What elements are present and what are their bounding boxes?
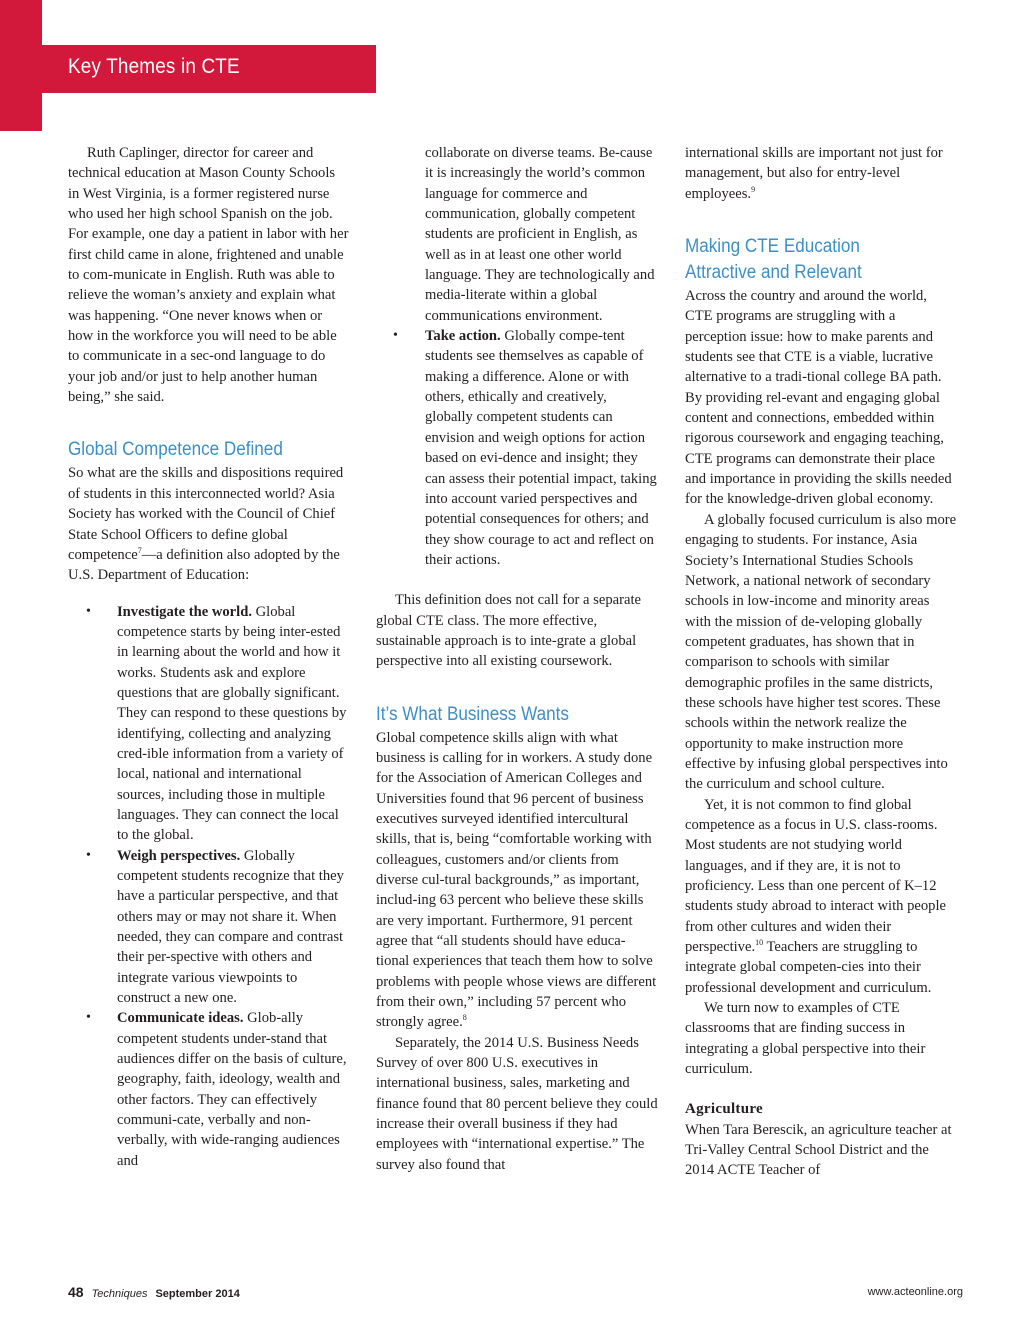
agriculture-paragraph: When Tara Berescik, an agriculture teacher at Tri-Valley Central School District and the 2014 ACTE Teacher of <box>685 1121 952 1179</box>
perception-paragraph: Across the country and around the world, CTE programs are struggling with a perception issue: how to make parents and students see that CTE is a viable, lucrative alternative to a tradi-tional college BA path. By providing rel-evant and engaging global content and connections, embedded within rigorous coursework and engaging teaching, CTE programs can demonstrate their place and importance in providing the skills needed for the knowledge-driven global economy. <box>685 288 952 508</box>
bullet-dot: • <box>393 328 398 344</box>
competence-bullet-list-continued <box>376 143 658 570</box>
column-1 <box>68 143 350 1171</box>
continued-text: international skills are important not just for management, but also for entry-level employees. <box>685 145 943 202</box>
page-footer <box>68 1284 963 1304</box>
curriculum-paragraph: A globally focused curriculum is also more engaging to students. For instance, Asia Society’s International Studies Schools Network, a national network of secondary schools in low-income and minority areas with the mission of de-veloping globally competent graduates, has shown that in comparison to schools with similar demographic profiles in the same districts, these schools have higher test scores. These schools within the network realize the opportunity to make instruction more effective by infusing global perspectives into the curriculum and school culture. <box>685 511 957 793</box>
bullet-text: Global competence starts by being inter-ested in learning about the world and how it works. Students ask and explore questions that are globally significant. They can respond to these questions by identifying, collecting and analyzing cred-ible information from a variety of local, national and international sources, including those in multiple languages. They can connect the local to the global. <box>117 603 347 844</box>
footnote-ref-8: 8 <box>462 1013 467 1023</box>
definition-text-a: So what are the skills and dispositions required of students in this interconnected world? Asia Society has worked with the Council of Chief State School Officers to define global competence <box>68 465 344 563</box>
heading-making-cte-attractive: Making CTE Education Attractive and Relevant <box>685 236 862 284</box>
bullet-lead: Investigate the world. <box>117 603 252 620</box>
examples-paragraph: We turn now to examples of CTE classrooms that are finding success in integrating a global perspective into their curriculum. <box>685 1000 926 1078</box>
header-accent-bar <box>0 0 42 131</box>
classrooms-text-a: Yet, it is not common to find global competence as a focus in U.S. class-rooms. Most students are not studying world languages, and if they are, it is not to proficiency. Less than one percent of K–12 students study abroad to interact with people from other cultures and widen their perspective. <box>685 796 947 956</box>
heading-global-competence-defined: Global Competence Defined <box>68 439 283 461</box>
competence-bullet-list <box>68 602 350 1172</box>
definition-note-paragraph: This definition does not call for a separate global CTE class. The more effective, sustainable approach is to inte-grate a global perspective into all existing coursework. <box>376 592 641 670</box>
section-title: Key Themes in CTE <box>68 55 240 78</box>
business-text: Global competence skills align with what business is calling for in workers. A study done for the Association of American Colleges and Universities found that 96 percent of business executives surveyed identified intercultural skills, that is, being “comfortable working with colleagues, customers and/or clients from diverse cul-tural backgrounds,” as important, includ-ing 63 percent who believe these skills are very important. Furthermore, 91 percent agree that “all students should have educa-tional experiences that teach them how to solve problems with people whose views are different from their own,” including 57 percent who strongly agree. <box>376 729 657 1031</box>
footer-left <box>68 1284 240 1300</box>
bullet-lead: Weigh perspectives. <box>117 847 241 864</box>
heading-what-business-wants: It’s What Business Wants <box>376 703 569 725</box>
footnote-ref-10: 10 <box>755 938 764 948</box>
classrooms-text-b: Teachers are struggling to integrate global competen-cies into their professional development and curriculum. <box>685 939 932 996</box>
bullet-investigate-the-world <box>68 602 350 846</box>
bullet-communicate-ideas-continued <box>376 143 658 326</box>
definition-paragraph <box>68 463 350 585</box>
bullet-dot: • <box>86 847 91 863</box>
bullet-text: collaborate on diverse teams. Be-cause it is increasingly the world’s common language for commerce and communication, globally competent students are proficient in English, as well as in at least one other world language. They are technologically and media-literate within a global communications environment. <box>425 145 655 324</box>
bullet-dot: • <box>86 1010 91 1026</box>
bullet-take-action <box>376 326 658 570</box>
business-paragraph <box>376 728 658 1033</box>
subhead-agriculture: Agriculture <box>685 1101 764 1118</box>
bullet-lead: Take action. <box>425 328 501 345</box>
bullet-text: Glob-ally competent students under-stand that audiences differ on the basis of culture, geography, faith, ideology, wealth and other factors. They can effectively communi-cate, verbally and non-verbally, with wide-ranging audiences and <box>117 1010 347 1169</box>
issue-date: September 2014 <box>155 1288 240 1300</box>
page-number: 48 <box>68 1284 84 1300</box>
magazine-name: Techniques <box>91 1288 148 1300</box>
column-3 <box>685 143 957 1181</box>
continued-paragraph <box>685 143 957 204</box>
definition-text-b: —a definition also adopted by the U.S. Department of Education: <box>68 546 340 584</box>
website-url: www.acteonline.org <box>867 1286 963 1298</box>
classrooms-paragraph <box>685 795 957 998</box>
intro-paragraph: Ruth Caplinger, director for career and technical education at Mason County Schools in West Virginia, is a former registered nurse who used her high school Spanish on the job. For example, one day a patient in labor with her first child came in alone, frightened and unable to com-municate in English. Ruth was able to relieve the woman’s anxiety and explain what was happening. “One never knows when or how in the workforce you will need to be able to communicate in a sec-ond language to do your job and/or just to help another human being,” she said. <box>68 145 349 406</box>
survey-paragraph: Separately, the 2014 U.S. Business Needs Survey of over 800 U.S. executives in international business, sales, marketing and finance found that 80 percent believe they could increase their overall business if they had employees with “international expertise.” The survey also found that <box>376 1034 658 1173</box>
footnote-ref-9: 9 <box>751 184 756 194</box>
bullet-lead: Communicate ideas. <box>117 1010 244 1027</box>
bullet-text: Globally compe-tent students see themselves as capable of making a difference. Alone or with others, ethically and creatively, globally competent students can envision and weigh options for action based on evi-dence and insight; they can assess their potential impact, taking into account varied perspectives and potential consequences for others; and they show courage to act and reflect on their actions. <box>425 328 657 568</box>
footnote-ref-7: 7 <box>137 545 142 555</box>
bullet-dot: • <box>86 603 91 619</box>
column-2 <box>376 143 658 1175</box>
header-band <box>42 45 376 93</box>
bullet-text: Globally competent students recognize that they have a particular perspective, and that others may or may not share it. When needed, they can compare and contrast their per-spective with others and integrate various viewpoints to construct a new one. <box>117 847 344 1007</box>
bullet-weigh-perspectives <box>68 846 350 1009</box>
bullet-communicate-ideas <box>68 1008 350 1171</box>
